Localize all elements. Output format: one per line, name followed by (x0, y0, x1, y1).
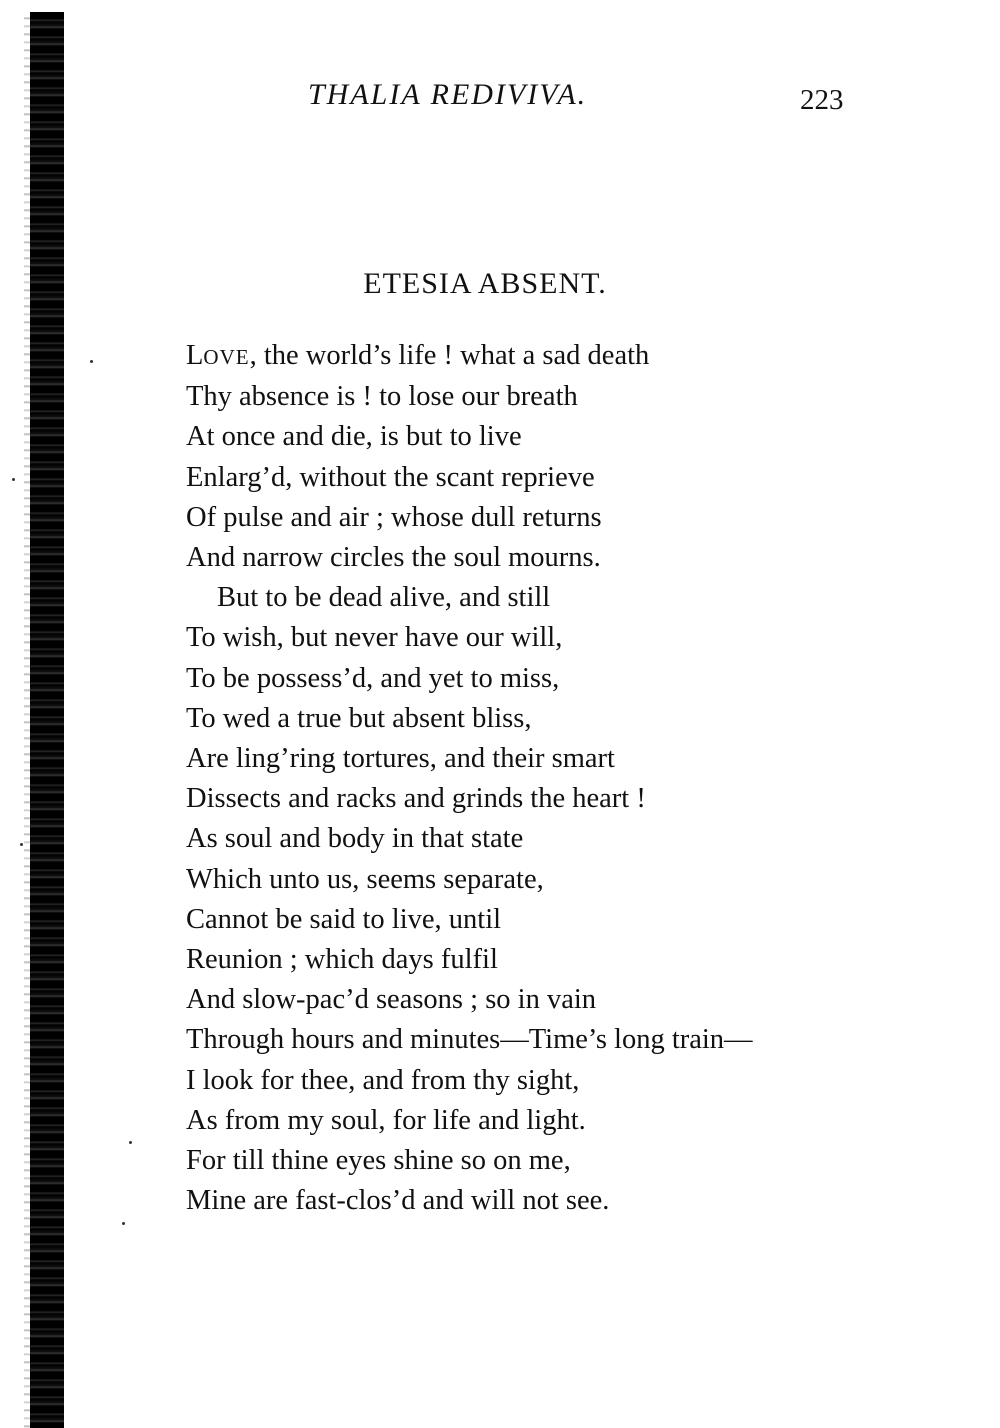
poem-line: Cannot be said to live, until (186, 903, 502, 935)
poem-line: Of pulse and air ; whose dull returns (186, 501, 602, 533)
poem-line: To wed a true but absent bliss, (186, 702, 532, 734)
print-speck (90, 360, 93, 363)
print-speck (20, 843, 23, 846)
print-speck (129, 1141, 132, 1144)
running-title: THALIA REDIVIVA. (308, 78, 588, 111)
page-number: 223 (800, 84, 844, 116)
drop-initial: L (186, 340, 204, 371)
poem-line: I look for thee, and from thy sight, (186, 1064, 580, 1096)
poem-line: Through hours and minutes—Time’s long train— (186, 1024, 753, 1056)
running-head (0, 78, 1000, 118)
poem-line: At once and die, is but to live (186, 421, 522, 453)
poem-title: ETESIA ABSENT. (363, 267, 607, 300)
poem-line: And slow-pac’d seasons ; so in vain (186, 984, 597, 1016)
poem-line: But to be dead alive, and still (217, 582, 551, 614)
poem-line: Reunion ; which days fulfil (186, 944, 498, 976)
poem-line: And narrow circles the soul mourns. (186, 542, 601, 574)
poem-line: As soul and body in that state (186, 823, 524, 855)
poem-line: Mine are fast-clos’d and will not see. (186, 1185, 610, 1217)
print-speck (12, 478, 15, 481)
poem-line: Thy absence is ! to lose our breath (186, 381, 578, 413)
poem-body (186, 336, 753, 1221)
poem-line: Enlarg’d, without the scant reprieve (186, 461, 595, 493)
page-spine-shadow (30, 12, 64, 1428)
poem-line-text: , the world’s life ! what a sad death (249, 340, 650, 371)
poem-line: For till thine eyes shine so on me, (186, 1145, 571, 1177)
poem-line: As from my soul, for life and light. (186, 1104, 586, 1136)
poem-line: Which unto us, seems separate, (186, 863, 544, 895)
small-caps-word: OVE (203, 345, 250, 369)
print-speck (122, 1222, 125, 1225)
poem-line: Are ling’ring tortures, and their smart (186, 743, 615, 775)
poem-line: To wish, but never have our will, (186, 622, 563, 654)
poem-line: Dissects and racks and grinds the heart ! (186, 783, 646, 815)
poem-line (186, 336, 753, 377)
poem-line: To be possess’d, and yet to miss, (186, 662, 560, 694)
